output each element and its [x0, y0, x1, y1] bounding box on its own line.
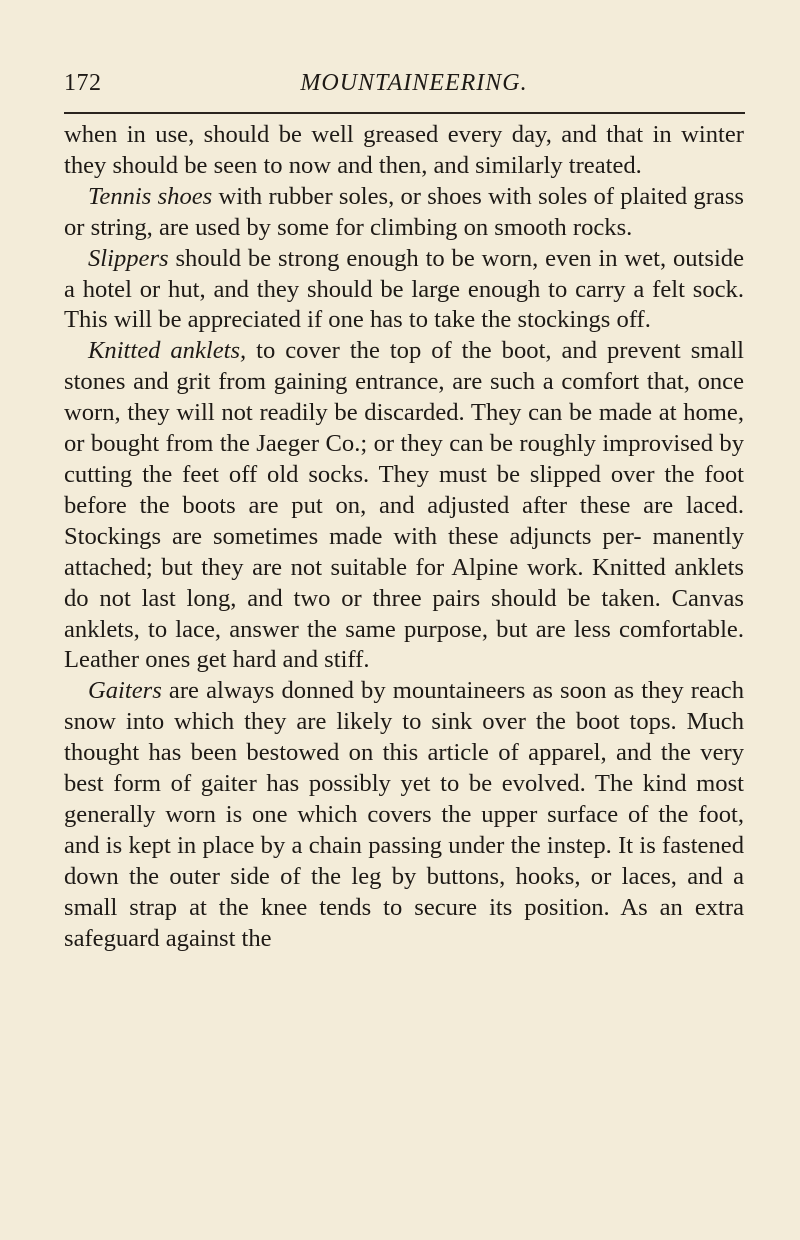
paragraph-slippers [64, 244, 744, 337]
paragraph-text: should be strong enough to be worn, even in wet, outside a hotel or hut, and they should be large enough to carry a felt sock. This will be appreciated if one has to take the stockings off. [64, 244, 744, 334]
paragraph-text: with rubber soles, or shoes with soles of plaited grass or string, are used by some for climbing on smooth rocks. [64, 182, 744, 241]
paragraph-boot-care [64, 120, 744, 182]
paragraph-text: are always donned by mountaineers as soon as they reach snow into which they are likely to sink over the boot tops. Much thought has been bestowed on this article of apparel, and the very best form of gaiter has possibly yet to be evolved. The kind most generally worn is one which covers the upper surface of the foot, and is kept in place by a chain passing under the instep. It is fastened down the outer side of the leg by buttons, hooks, or laces, and a small strap at the knee tends to secure its position. As an extra safeguard against the [64, 677, 744, 952]
paragraph-gaiters [64, 676, 744, 954]
paragraph-term: Gaiters [88, 677, 162, 705]
running-title: MOUNTAINEERING. [300, 70, 528, 96]
paragraph-knitted-anklets [64, 336, 744, 676]
running-head [64, 70, 744, 106]
paragraph-term: Knitted anklets, [88, 337, 247, 365]
header-rule [64, 112, 745, 114]
paragraph-text: when in use, should be well greased every day, and that in winter they should be seen to now and then, and similarly treated. [64, 121, 744, 179]
body-text [64, 120, 744, 954]
page-number: 172 [64, 70, 102, 96]
paragraph-term: Slippers [88, 244, 169, 272]
paragraph-text: to cover the top of the boot, and prevent small stones and grit from gaining entrance, are such a comfort that, once worn, they will not readily be discarded. They can be made at home, or bought from the Jaeger Co.; or they can be roughly improvised by cutting the feet off old socks. They must be slipped over the foot before the boots are put on, and adjusted after these are laced. Stockings are sometimes made with these adjuncts per- manently attached; but they are not suitable for Alpine work. Knitted anklets do not last long, and two or three pairs should be taken. Canvas anklets, to lace, answer the same purpose, but are less comfortable. Leather ones get hard and stiff. [64, 337, 744, 674]
paragraph-term: Tennis shoes [88, 182, 213, 210]
paragraph-tennis-shoes [64, 182, 744, 244]
